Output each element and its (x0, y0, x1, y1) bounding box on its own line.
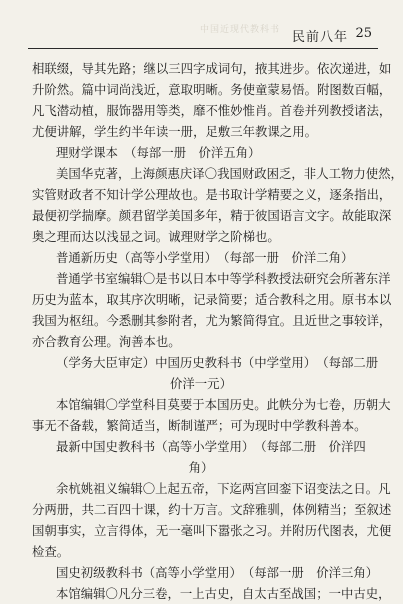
text-line: 最便初学揣摩。颜君留学美国多年，精于彼国语言文字。故能取深 (32, 208, 392, 223)
text-line: 本馆编辑〇学堂科目莫要于本国历史。此帙分为七卷，历朝大 (56, 397, 391, 412)
header-rule (28, 48, 378, 49)
text-line: 普通新历史（高等小学堂用） （每部一册 价洋二角） (56, 250, 354, 265)
body-text (32, 58, 403, 601)
text-line: 本馆编辑〇凡分三卷，一上古史，自太古至战国；一中古史， (56, 586, 391, 601)
text-line: 余杭姚祖义编辑〇上起五帝，下迄两宫回銮下诏变法之日。凡 (56, 481, 391, 496)
text-line: 检查。 (32, 544, 70, 559)
text-line: 价洋一元） (170, 376, 232, 391)
page-header (0, 0, 400, 50)
text-line: 实管财政者不知计学公理故也。是书取计学精要之义，逐条指出， (32, 187, 392, 202)
text-line: 相联缀，导其先路；继以三四字成词句，掖其进步。依次递进，如 (32, 61, 392, 76)
text-line: 尤便讲解，学生约半年读一册，足敷三年教课之用。 (32, 124, 317, 139)
text-line: 事无不备载，繁简适当，断制谨严；可为现时中学教科善本。 (32, 418, 367, 433)
text-line: 角） (188, 460, 214, 475)
page-number: 25 (355, 26, 372, 41)
text-line: 最新中国史教科书（高等小学堂用） （每部二册 价洋四 (56, 439, 366, 454)
text-line: 理财学课本 （每部一册 价洋五角） (56, 145, 261, 160)
text-line: 奥之理而达以浅显之词。诚理财学之阶梯也。 (32, 229, 280, 244)
text-line: 普通学书室编辑〇是书以日本中等学科教授法研究会所著东洋 (56, 271, 391, 286)
text-line: 分两册，共二百四十课，约十万言。文辞雅驯，体例精当；至叙述 (32, 502, 392, 517)
text-line: 凡飞潜动植，服饰器用等类，靡不惟妙惟肖。首卷并列教授诸法， (32, 103, 392, 118)
text-line: 我国为枢纽。今悉删其参附者，尤为繁简得宜。且近世之事较详， (32, 313, 392, 328)
text-line: 国朝事实，立言得体，无一毫叫下嚣张之习。并附历代图表，尤便 (32, 523, 392, 538)
text-line: 升阶然。篇中词尚浅近，意取明晰。务使童蒙易悟。附图数百幅， (32, 82, 392, 97)
text-line: （学务大臣审定）中国历史教科书（中学堂用） （每部二册 (56, 355, 379, 370)
text-line: 国史初级教科书（高等小学堂用） （每部一册 价洋三角） (56, 565, 379, 580)
chapter-title: 民前八年 (291, 30, 348, 45)
header-series-text: 中国近现代教科书 (200, 25, 281, 35)
text-line: 亦合教育公理。洵善本也。 (32, 334, 181, 349)
text-line: 美国华克著，上海颜惠庆译〇我国财政困乏，非人工物力使然， (56, 166, 403, 181)
text-line: 历史为蓝本，取其序次明晰，记录简要；适合教科之用。原书本以 (32, 292, 392, 307)
